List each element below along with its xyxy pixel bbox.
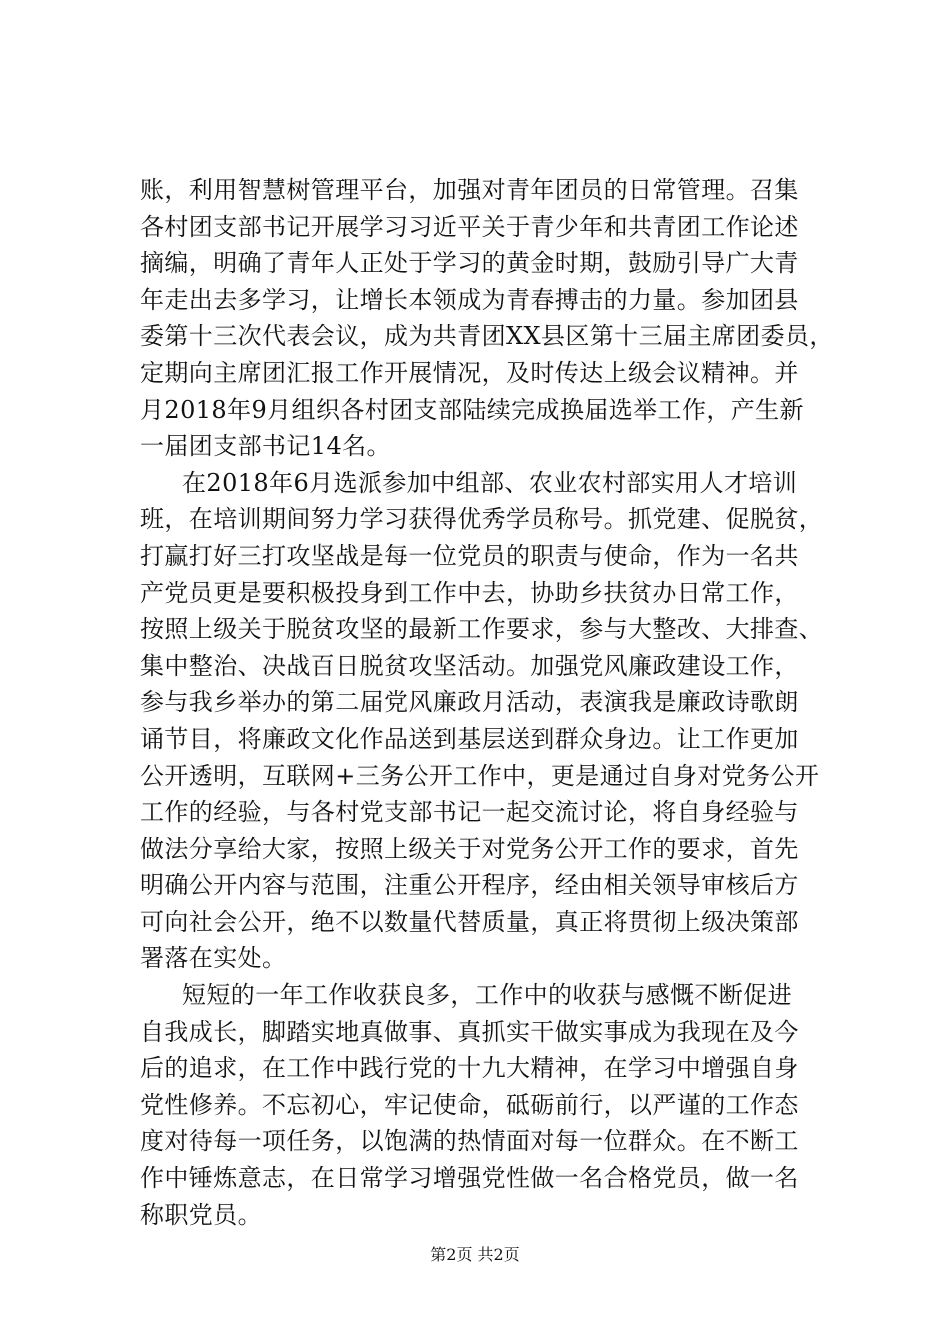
text-line: 集中整治、决战百日脱贫攻坚活动。加强党风廉政建设工作， [140,651,799,680]
text-line: 在2018年6月选派参加中组部、农业农村部实用人才培训 [182,468,798,497]
text-line: 短短的一年工作收获良多，工作中的收获与感慨不断促进 [182,981,792,1010]
text-line: 定期向主席团汇报工作开展情况，及时传达上级会议精神。并 [140,358,799,387]
document-body [140,172,834,1233]
text-line: 账，利用智慧树管理平台，加强对青年团员的日常管理。召集 [140,176,799,204]
text-line: 参与我乡举办的第二届党风廉政月活动，表演我是廉政诗歌朗 [140,688,799,717]
text-line: 作中锤炼意志，在日常学习增强党性做一名合格党员，做一名 [140,1164,799,1193]
text-line: 做法分享给大家，按照上级关于对党务公开工作的要求，首先 [140,834,799,863]
text-line: 工作的经验，与各村党支部书记一起交流讨论，将自身经验与 [140,798,799,827]
paragraph-continuation [140,172,834,465]
text-line: 自我成长，脚踏实地真做事、真抓实干做实事成为我现在及今 [140,1017,799,1046]
text-line: 明确公开内容与范围，注重公开程序，经由相关领导审核后方 [140,871,799,900]
text-line: 各村团支部书记开展学习习近平关于青少年和共青团工作论述 [140,212,799,241]
text-line: 署落在实处。 [140,944,287,973]
text-line: 月2018年9月组织各村团支部陆续完成换届选举工作，产生新 [140,395,804,424]
page-footer: 第2页 共2页 [430,1245,520,1264]
text-line: 可向社会公开，绝不以数量代替质量，真正将贯彻上级决策部 [140,907,799,936]
text-line: 产党员更是要积极投身到工作中去，协助乡扶贫办日常工作， [140,578,799,607]
paragraph-summary [140,977,830,1233]
text-line: 打赢打好三打攻坚战是每一位党员的职责与使命，作为一名共 [140,541,799,570]
text-line: 诵节目，将廉政文化作品送到基层送到群众身边。让工作更加 [140,724,799,753]
paragraph-training [140,465,830,977]
text-line: 一届团支部书记14名。 [140,432,391,461]
text-line: 班，在培训期间努力学习获得优秀学员称号。抓党建、促脱贫， [140,505,824,534]
text-line: 公开透明，互联网+三务公开工作中，更是通过自身对党务公开 [140,761,820,790]
text-line: 称职党员。 [140,1200,262,1229]
text-line: 按照上级关于脱贫攻坚的最新工作要求，参与大整改、大排查、 [140,615,824,644]
text-line: 度对待每一项任务，以饱满的热情面对每一位群众。在不断工 [140,1127,799,1156]
text-line: 摘编，明确了青年人正处于学习的黄金时期，鼓励引导广大青 [140,249,799,278]
text-line: 党性修养。不忘初心，牢记使命，砥砺前行，以严谨的工作态 [140,1090,799,1119]
text-line: 委第十三次代表会议，成为共青团XX县区第十三届主席团委员， [140,322,834,351]
text-line: 年走出去多学习，让增长本领成为青春搏击的力量。参加团县 [140,285,799,314]
text-line: 后的追求，在工作中践行党的十九大精神，在学习中增强自身 [140,1054,799,1083]
